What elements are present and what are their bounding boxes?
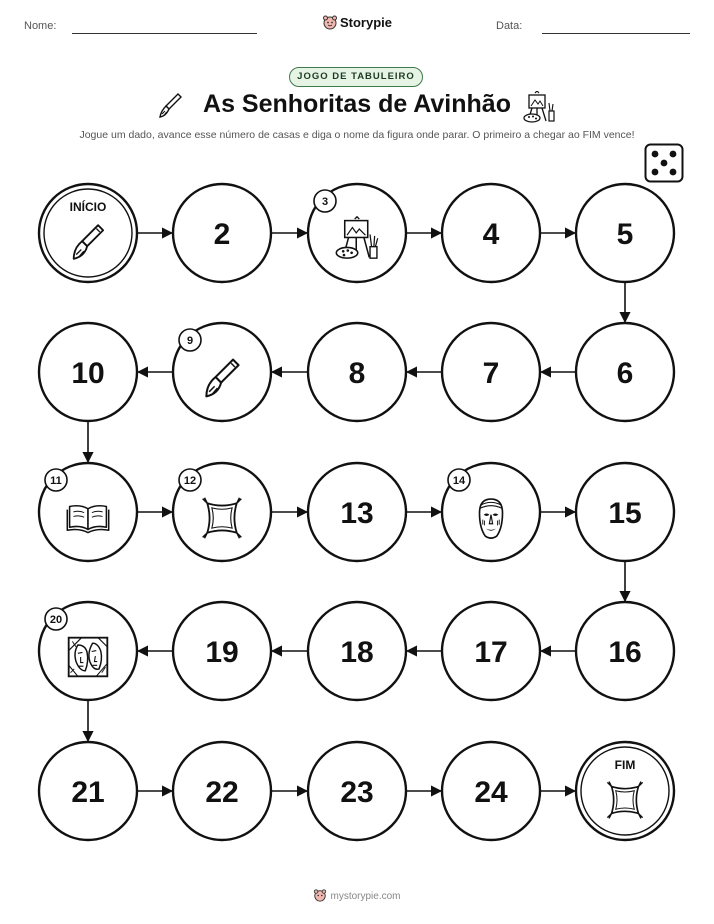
board-space-13 [308,463,406,561]
space-number: 20 [49,614,63,626]
board-space-21 [39,742,137,840]
board-space-5 [576,184,674,282]
space-number: 22 [205,776,239,809]
board-space-11 [39,463,137,561]
board-space-10 [39,323,137,421]
brand-name: Storypie [339,15,392,30]
space-circle [39,184,137,282]
cubist-faces-icon [69,638,108,677]
space-number: 7 [482,357,500,390]
space-number: 3 [321,196,329,208]
board-space-4 [442,184,540,282]
board-space-3 [308,184,406,282]
space-number: 13 [340,497,374,530]
category-badge: JOGO DE TABULEIRO [289,67,423,87]
board-space-7 [442,323,540,421]
space-number: 4 [482,218,500,251]
board-space-24 [442,742,540,840]
board-space-9 [173,323,271,421]
board-space-20 [39,602,137,700]
african-mask-icon [480,499,503,538]
board-space-19 [173,602,271,700]
space-number: 18 [340,636,374,669]
space-number: 21 [71,776,105,809]
board-space-18 [308,602,406,700]
board-space-6 [576,323,674,421]
finish-label: FIM [614,758,636,772]
page-title: As Senhoritas de Avinhão [203,90,511,118]
board-space-16 [576,602,674,700]
space-number: 6 [616,357,634,390]
name-label: Nome: [24,20,57,32]
space-number: 8 [348,357,366,390]
space-number: 15 [608,497,642,530]
board-space-12 [173,463,271,561]
space-number: 9 [186,335,194,347]
space-number: 5 [616,218,634,251]
space-number: 10 [71,357,105,390]
instructions: Jogue um dado, avance esse número de casas e diga o nome da figura onde parar. O primeiro a chegar ao FIM vence! [79,129,635,141]
board-space-1 [39,184,137,282]
board-space-22 [173,742,271,840]
footer [0,888,714,905]
space-number: 12 [183,475,197,487]
board-space-2 [173,184,271,282]
board-space-14 [442,463,540,561]
board-space-15 [576,463,674,561]
board-space-17 [442,602,540,700]
board-space-23 [308,742,406,840]
space-number: 23 [340,776,374,809]
board-space-8 [308,323,406,421]
space-number: 14 [452,475,466,487]
space-number: 19 [205,636,239,669]
board-space-25 [576,742,674,840]
space-number: 24 [474,776,508,809]
start-label: INÍCIO [69,200,107,214]
space-number: 17 [474,636,508,669]
date-label: Data: [496,20,523,32]
space-number: 2 [213,218,231,251]
storypie-mascot-icon [313,888,327,905]
space-number: 16 [608,636,642,669]
space-number: 11 [50,475,62,487]
footer-url: mystorypie.com [330,891,401,902]
